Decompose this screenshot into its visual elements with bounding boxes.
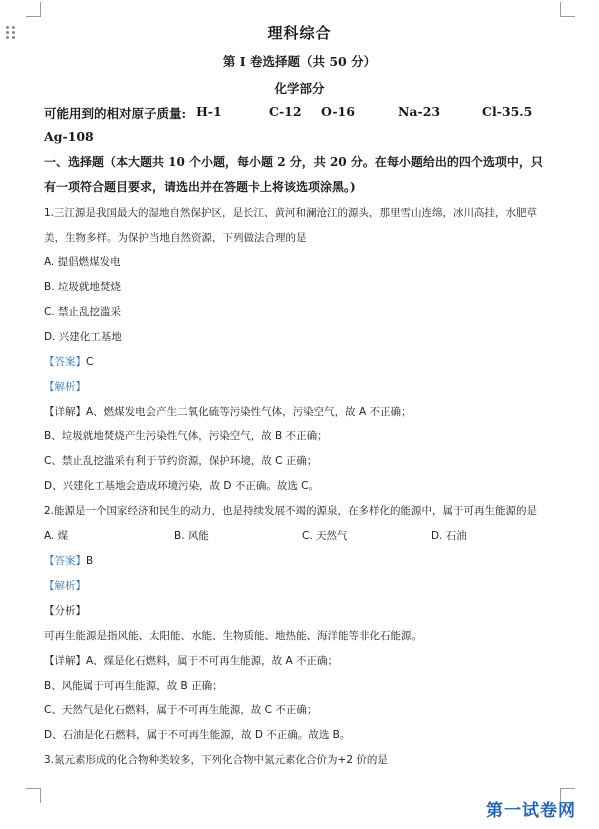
option-c: C. 禁止乱挖滥采 bbox=[44, 306, 122, 318]
atomic-mass-item: Na-23 bbox=[398, 104, 441, 119]
question-stem: 美，生物多样。为保护当地自然资源，下列做法合理的是 bbox=[44, 232, 307, 244]
options-row bbox=[44, 528, 544, 544]
detail-line bbox=[44, 653, 338, 668]
detail-tag: 【详解】 bbox=[44, 655, 86, 667]
atomic-mass-item: Cl-35.5 bbox=[482, 104, 533, 119]
answer-line bbox=[44, 553, 93, 568]
section-heading: 化学部分 bbox=[274, 81, 325, 96]
detail-line: B、风能属于可再生能源，故 B 正确； bbox=[44, 680, 223, 692]
fenxi-tag: 【分析】 bbox=[44, 605, 86, 617]
question-stem: 1.三江源是我国最大的湿地自然保护区，是长江、黄河和澜沧江的源头，那里雪山连绵，冰川高挂，水肥草 bbox=[44, 207, 538, 219]
detail-line: B、垃圾就地焚烧产生污染性气体，污染空气，故 B 不正确； bbox=[44, 430, 328, 442]
answer-line bbox=[44, 354, 93, 369]
instructions-line: 有一项符合题目要求，请选出并在答题卡上将该选项涂黑。) bbox=[44, 180, 356, 194]
analysis-tag: 【解析】 bbox=[44, 381, 86, 393]
detail-line: C、禁止乱挖滥采有利于节约资源，保护环境，故 C 正确； bbox=[44, 455, 318, 467]
detail-tag: 【详解】 bbox=[44, 406, 86, 418]
detail-line: D、石油是化石燃料，属于不可再生能源，故 D 不正确。故选 B。 bbox=[44, 729, 351, 741]
crop-mark-bottom-left bbox=[26, 788, 41, 803]
fenxi-text: 可再生能源是指风能、太阳能、水能、生物质能、地热能、海洋能等非化石能源。 bbox=[44, 630, 422, 642]
answer-value: B bbox=[86, 555, 94, 567]
option-a: A. 煤 bbox=[44, 530, 69, 542]
atomic-mass-label: 可能用到的相对原子质量: bbox=[44, 106, 187, 121]
question-stem: 3.氮元素形成的化合物种类较多，下列化合物中氮元素化合价为+2 价的是 bbox=[44, 754, 388, 766]
detail-line: C、天然气是化石燃料，属于不可再生能源，故 C 不正确； bbox=[44, 704, 318, 716]
atomic-mass-row bbox=[44, 104, 564, 122]
atomic-mass-item: H-1 bbox=[196, 104, 222, 119]
detail-text: A、煤是化石燃料，属于不可再生能源，故 A 不正确； bbox=[86, 655, 339, 667]
atomic-mass-item: C-12 bbox=[269, 104, 302, 119]
instructions-line: 一、选择题（本大题共 10 个小题，每小题 2 分，共 20 分。在每小题给出的四个选项中，只 bbox=[44, 155, 543, 169]
atomic-mass-item: Ag-108 bbox=[44, 129, 94, 144]
option-d: D. 兴建化工基地 bbox=[44, 331, 122, 343]
question-stem: 2.能源是一个国家经济和民生的动力，也是持续发展不竭的源泉，在多样化的能源中，属于可再生能源的是 bbox=[44, 505, 538, 517]
option-b: B. 风能 bbox=[174, 530, 209, 542]
page-title: 理科综合 bbox=[267, 24, 332, 42]
option-a: A. 提倡燃煤发电 bbox=[44, 256, 121, 268]
answer-tag: 【答案】 bbox=[44, 555, 86, 567]
detail-line bbox=[44, 404, 412, 419]
volume-heading: 第 I 卷选择题（共 50 分） bbox=[222, 54, 377, 69]
answer-value: C bbox=[86, 356, 94, 368]
detail-line: D、兴建化工基地会造成环境污染，故 D 不正确。故选 C。 bbox=[44, 480, 320, 492]
option-b: B. 垃圾就地焚烧 bbox=[44, 281, 121, 293]
crop-mark-top-left bbox=[26, 2, 41, 17]
option-d: D. 石油 bbox=[431, 530, 467, 542]
option-c: C. 天然气 bbox=[302, 530, 348, 542]
atomic-mass-item: O-16 bbox=[321, 104, 355, 119]
detail-text: A、燃煤发电会产生二氧化硫等污染性气体，污染空气，故 A 不正确； bbox=[86, 406, 412, 418]
analysis-tag: 【解析】 bbox=[44, 580, 86, 592]
answer-tag: 【答案】 bbox=[44, 356, 86, 368]
watermark-logo: 第一试卷网 bbox=[486, 801, 576, 821]
crop-mark-top-right bbox=[560, 2, 575, 17]
